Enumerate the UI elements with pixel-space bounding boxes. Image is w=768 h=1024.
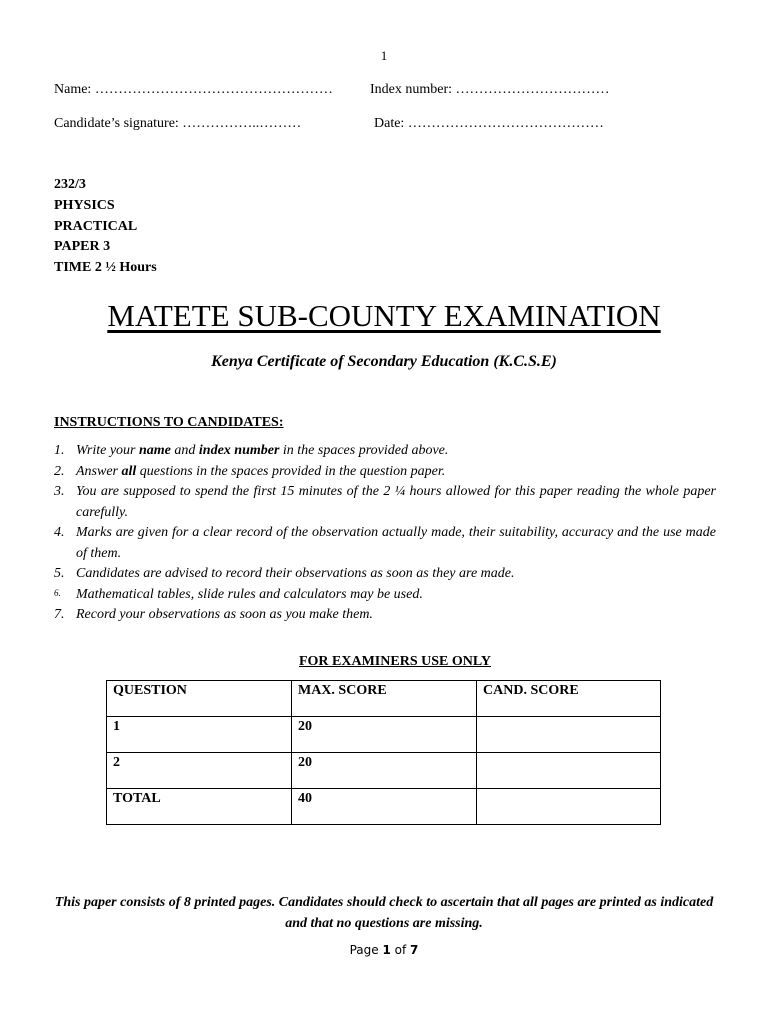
instruction-bold-text: name xyxy=(139,443,171,458)
max-score-cell: 20 xyxy=(292,753,477,789)
page-of: of xyxy=(390,943,411,957)
paper-time: TIME 2 ½ Hours xyxy=(54,260,157,276)
instructions-heading: INSTRUCTIONS TO CANDIDATES: xyxy=(54,415,284,430)
instruction-item xyxy=(54,523,716,564)
instruction-number: 7. xyxy=(54,607,65,622)
table-header-row xyxy=(107,681,661,717)
exam-subtitle: Kenya Certificate of Secondary Education (K.C.S.E) xyxy=(211,353,557,370)
page-word: Page xyxy=(349,943,383,957)
instruction-text: and xyxy=(170,443,199,458)
instruction-item xyxy=(54,564,716,585)
page-current: 1 xyxy=(382,943,391,957)
signature-field: Candidate’s signature: ……………..……… xyxy=(54,116,302,131)
top-page-number: 1 xyxy=(380,48,388,63)
table-row xyxy=(107,717,661,753)
instruction-item xyxy=(54,585,716,606)
date-field: Date: …………………………………… xyxy=(374,116,604,131)
question-cell: 1 xyxy=(107,717,292,753)
table-row xyxy=(107,753,661,789)
examiners-heading: FOR EXAMINERS USE ONLY xyxy=(298,654,491,669)
instruction-text: Candidates are advised to record their observations as soon as they are made. xyxy=(76,566,515,581)
exam-title: MATETE SUB-COUNTY EXAMINATION xyxy=(107,298,661,333)
instruction-text: questions in the spaces provided in the question paper. xyxy=(136,463,446,479)
cand-score-cell[interactable] xyxy=(477,753,661,789)
instruction-item xyxy=(54,441,716,462)
instruction-number: 1. xyxy=(54,443,65,458)
index-number-field: Index number: …………………………… xyxy=(370,82,610,97)
paper-code: 232/3 xyxy=(54,177,86,192)
instruction-text: You are supposed to spend the first 15 minutes of the 2 ¼ hours allowed for this paper reading the whole paper carefully. xyxy=(76,484,716,520)
instruction-text: in the spaces provided above. xyxy=(279,443,449,458)
question-cell: TOTAL xyxy=(107,789,292,825)
paper-subject: PHYSICS xyxy=(54,197,115,213)
max-score-cell: 40 xyxy=(292,789,477,825)
instruction-text: Answer xyxy=(76,463,122,479)
footer-note: This paper consists of 8 printed pages. Candidates should check to ascertain that all pages are printed as indicated and that no questions are missing. xyxy=(54,895,714,931)
instruction-number: 4. xyxy=(54,525,65,540)
name-field: Name: …………………………………………… xyxy=(54,82,333,97)
cand-score-cell[interactable] xyxy=(477,789,661,825)
instruction-text: Write your xyxy=(76,443,139,458)
column-header-question: QUESTION xyxy=(107,681,292,717)
instruction-item xyxy=(54,482,716,523)
instruction-text: Mathematical tables, slide rules and calculators may be used. xyxy=(76,586,423,602)
instruction-bold-text: index number xyxy=(198,443,280,458)
page-footer xyxy=(0,943,768,957)
instruction-text: Record your observations as soon as you make them. xyxy=(76,607,373,622)
instruction-number: 5. xyxy=(54,566,65,581)
instruction-number: 3. xyxy=(54,484,65,499)
instruction-text: Marks are given for a clear record of the observation actually made, their suitability, accuracy and the use made of them. xyxy=(76,525,716,561)
instruction-bold-text: all xyxy=(121,463,137,479)
question-cell: 2 xyxy=(107,753,292,789)
examiners-score-table xyxy=(106,680,661,825)
instruction-item xyxy=(54,462,716,483)
paper-number: PAPER 3 xyxy=(54,239,111,255)
instruction-number: 6. xyxy=(54,587,61,598)
column-header-cand-score: CAND. SCORE xyxy=(477,681,661,717)
cand-score-cell[interactable] xyxy=(477,717,661,753)
paper-type: PRACTICAL xyxy=(54,218,138,234)
instructions-list xyxy=(54,441,716,626)
max-score-cell: 20 xyxy=(292,717,477,753)
column-header-max-score: MAX. SCORE xyxy=(292,681,477,717)
table-row xyxy=(107,789,661,825)
instruction-item xyxy=(54,605,716,626)
page-total: 7 xyxy=(410,943,419,957)
paper-info xyxy=(54,175,157,279)
instruction-number: 2. xyxy=(54,463,65,479)
